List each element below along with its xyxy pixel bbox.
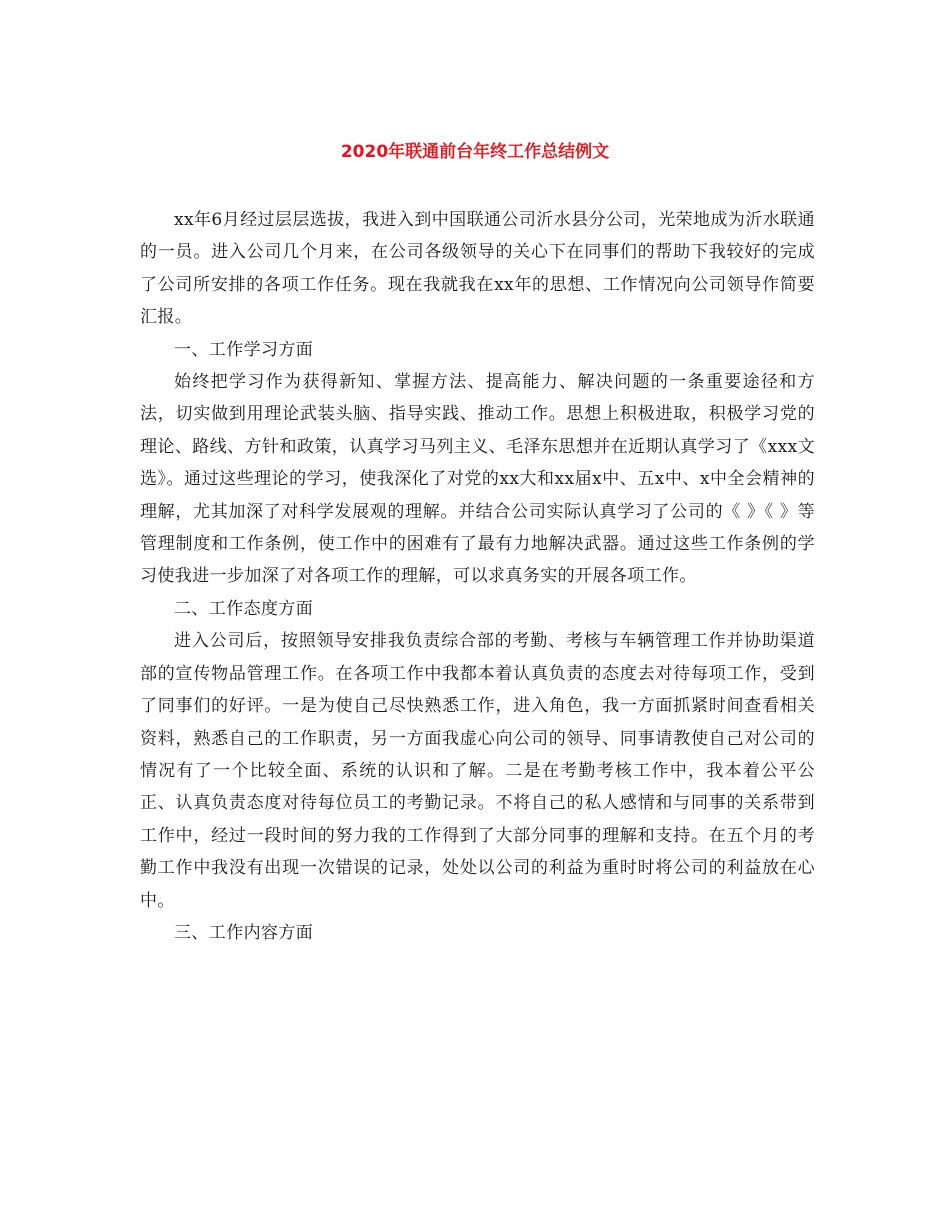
document-body [140, 204, 815, 949]
section-heading-study: 一、工作学习方面 [174, 339, 314, 360]
study-paragraph: 始终把学习作为获得新知、掌握方法、提高能力、解决问题的一条重要途径和方法，切实做到用理论武装头脑、指导实践、推动工作。思想上积极进取，积极学习党的理论、路线、方针和政策，认真学习马列主义、毛泽东思想并在近期认真学习了《xxx文选》。通过这些理论的学习，使我深化了对党的xx大和xx届x中、五x中、x中全会精神的理解，尤其加深了对科学发展观的理解。并结合公司实际认真学习了公司的《 》《 》等管理制度和工作条例，使工作中的困难有了最有力地解决武器。通过这些工作条例的学习使我进一步加深了对各项工作的理解，可以求真务实的开展各项工作。 [140, 372, 815, 587]
intro-paragraph: xx年6月经过层层选拔，我进入到中国联通公司沂水县分公司，光荣地成为沂水联通的一员。进入公司几个月来，在公司各级领导的关心下在同事们的帮助下我较好的完成了公司所安排的各项工作任务。现在我就我在xx年的思想、工作情况向公司领导作简要汇报。 [140, 210, 815, 328]
attitude-paragraph: 进入公司后，按照领导安排我负责综合部的考勤、考核与车辆管理工作并协助渠道部的宣传物品管理工作。在各项工作中我都本着认真负责的态度去对待每项工作，受到了同事们的好评。一是为使自己尽快熟悉工作，进入角色，我一方面抓紧时间查看相关资料，熟悉自己的工作职责，另一方面我虚心向公司的领导、同事请教使自己对公司的情况有了一个比较全面、系统的认识和了解。二是在考勤考核工作中，我本着公平公正、认真负责态度对待每位员工的考勤记录。不将自己的私人感情和与同事的关系带到工作中，经过一段时间的努力我的工作得到了大部分同事的理解和支持。在五个月的考勤工作中我没有出现一次错误的记录，处处以公司的利益为重时时将公司的利益放在心中。 [140, 631, 815, 911]
section-heading-attitude: 二、工作态度方面 [174, 598, 314, 619]
section-heading-content: 三、工作内容方面 [174, 922, 314, 943]
document-title: 2020年联通前台年终工作总结例文 [340, 142, 610, 162]
